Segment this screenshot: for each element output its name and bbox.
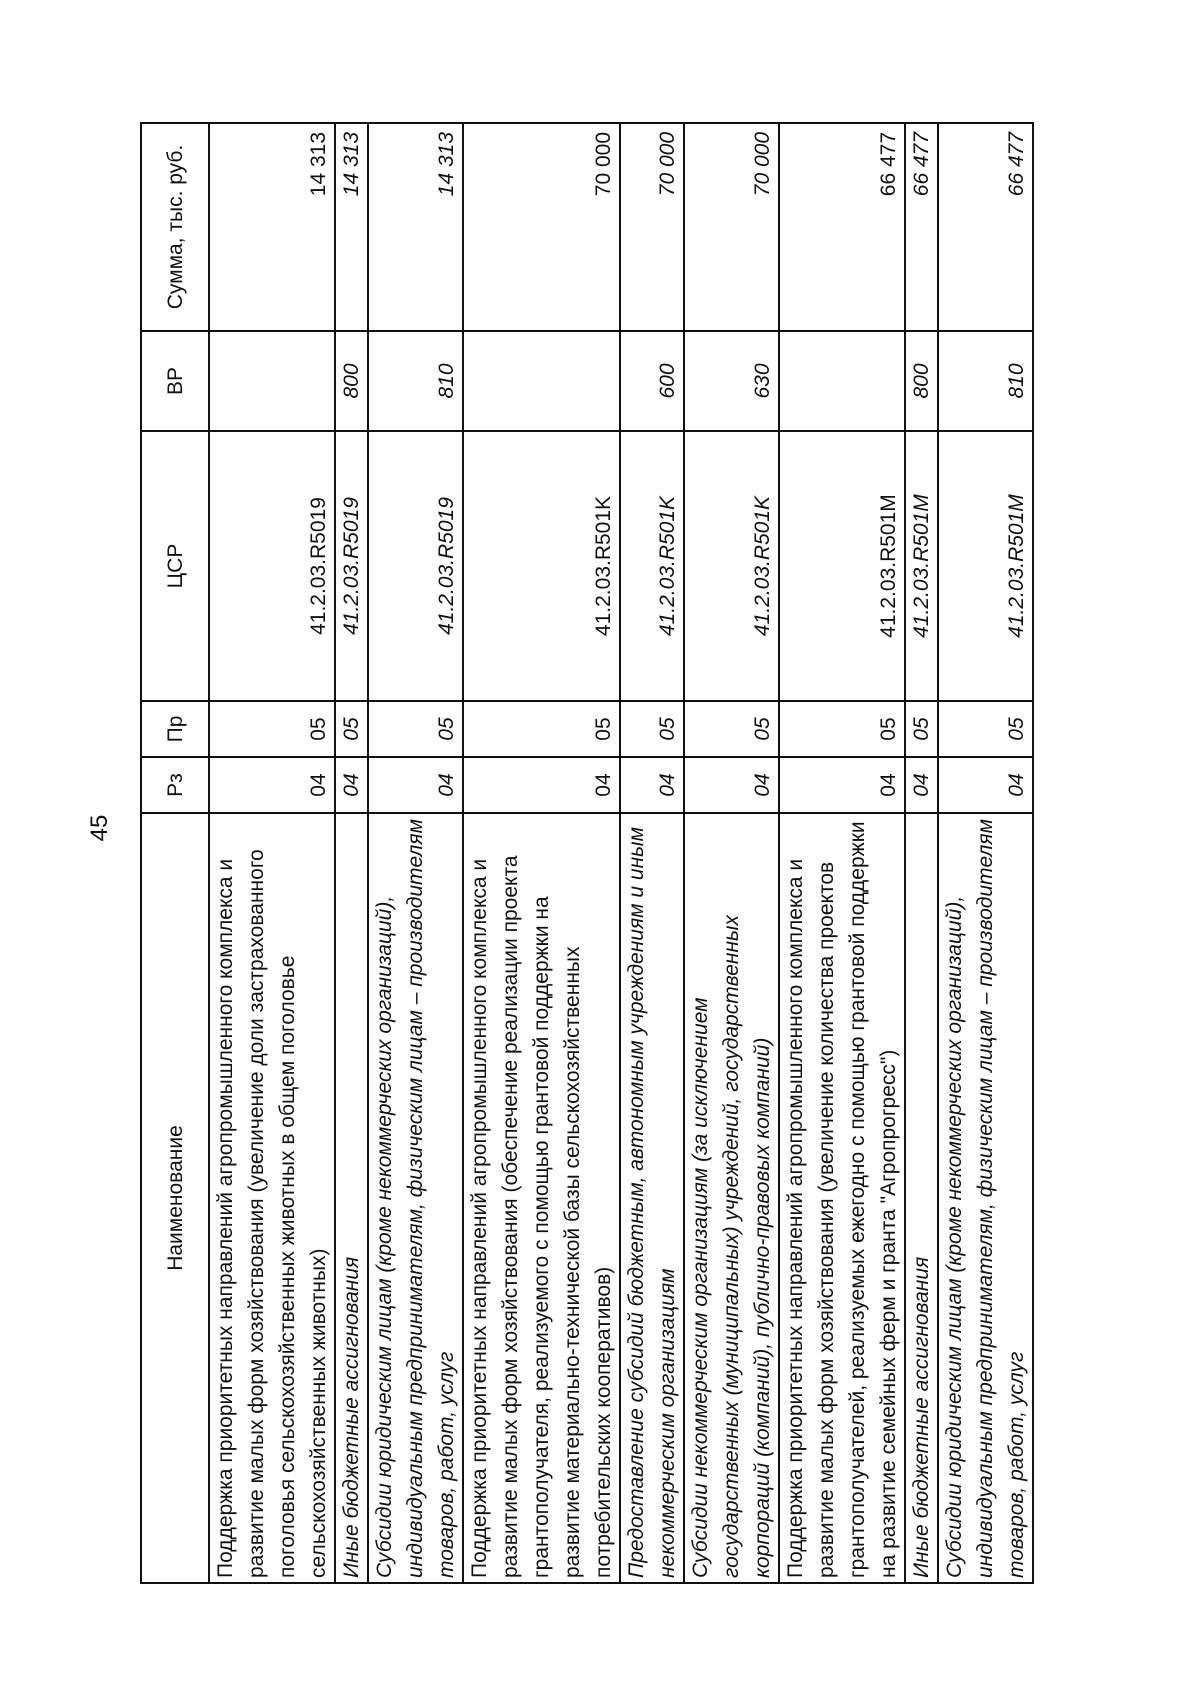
- cell-vr: 600: [620, 331, 684, 431]
- cell-vr: 800: [905, 331, 938, 431]
- cell-name: Поддержка приоритетных направлений агропромышленного комплекса и развитие малых форм хозяйствования (обеспечение реализации проекта грантополучателя, реализуемого с помощью грантовой поддержки на развитие материально-технической базы сельскохозяйственных потребительских кооперативов): [463, 813, 620, 1583]
- cell-pr: 05: [938, 701, 1033, 757]
- cell-name: Субсидии юридическим лицам (кроме некоммерческих организаций), индивидуальным предпринимателям, физическим лицам – производителям товаров, работ, услуг: [938, 813, 1033, 1583]
- header-name: Наименование: [141, 813, 209, 1583]
- cell-name: Субсидии некоммерческим организациям (за исключением государственных (муниципальных) учреждений, государственных корпораций (компаний), публично-правовых компаний): [684, 813, 779, 1583]
- cell-name: Субсидии юридическим лицам (кроме некоммерческих организаций), индивидуальным предпринимателям, физическим лицам – производителям товаров, работ, услуг: [368, 813, 463, 1583]
- table-row: [905, 123, 938, 1583]
- table-row: [779, 123, 905, 1583]
- table-row: [209, 123, 335, 1583]
- cell-sum: 14 313: [335, 123, 368, 331]
- cell-vr: [779, 331, 905, 431]
- cell-csr: 41.2.03.R501M: [779, 431, 905, 701]
- cell-sum: 14 313: [209, 123, 335, 331]
- cell-name: Иные бюджетные ассигнования: [335, 813, 368, 1583]
- cell-name: Поддержка приоритетных направлений агропромышленного комплекса и развитие малых форм хозяйствования (увеличение доли застрахованного поголовья сельскохозяйственных животных в общем поголовье сельскохозяйственных животных): [209, 813, 335, 1583]
- cell-pr: 05: [779, 701, 905, 757]
- table-row: [938, 123, 1033, 1583]
- cell-vr: 800: [335, 331, 368, 431]
- cell-csr: 41.2.03.R501K: [684, 431, 779, 701]
- cell-csr: 41.2.03.R501M: [938, 431, 1033, 701]
- page-number: 45: [86, 814, 113, 842]
- cell-rz: 04: [938, 757, 1033, 813]
- rotated-table-container: [140, 124, 1028, 1584]
- header-row: [141, 123, 209, 1583]
- cell-vr: 630: [684, 331, 779, 431]
- cell-pr: 05: [905, 701, 938, 757]
- table-row: [684, 123, 779, 1583]
- cell-sum: 70 000: [620, 123, 684, 331]
- header-pr: Пр: [141, 701, 209, 757]
- cell-name: Предоставление субсидий бюджетным, автономным учреждениям и иным некоммерческим организациям: [620, 813, 684, 1583]
- cell-csr: 41.2.03.R501K: [620, 431, 684, 701]
- cell-pr: 05: [209, 701, 335, 757]
- cell-sum: 66 477: [905, 123, 938, 331]
- cell-sum: 66 477: [779, 123, 905, 331]
- budget-table: [140, 122, 1034, 1584]
- table-row: [368, 123, 463, 1583]
- cell-rz: 04: [779, 757, 905, 813]
- cell-vr: [209, 331, 335, 431]
- cell-rz: 04: [905, 757, 938, 813]
- cell-vr: [463, 331, 620, 431]
- cell-rz: 04: [463, 757, 620, 813]
- header-rz: Рз: [141, 757, 209, 813]
- cell-pr: 05: [463, 701, 620, 757]
- header-csr: ЦСР: [141, 431, 209, 701]
- cell-sum: 70 000: [684, 123, 779, 331]
- cell-vr: 810: [368, 331, 463, 431]
- cell-rz: 04: [620, 757, 684, 813]
- cell-sum: 14 313: [368, 123, 463, 331]
- cell-pr: 05: [368, 701, 463, 757]
- cell-rz: 04: [335, 757, 368, 813]
- cell-name: Иные бюджетные ассигнования: [905, 813, 938, 1583]
- cell-pr: 05: [684, 701, 779, 757]
- cell-csr: 41.2.03.R501K: [463, 431, 620, 701]
- cell-csr: 41.2.03.R5019: [209, 431, 335, 701]
- cell-rz: 04: [684, 757, 779, 813]
- header-vr: ВР: [141, 331, 209, 431]
- table-row: [620, 123, 684, 1583]
- cell-csr: 41.2.03.R5019: [335, 431, 368, 701]
- header-sum: Сумма, тыс. руб.: [141, 123, 209, 331]
- table-row: [463, 123, 620, 1583]
- cell-rz: 04: [209, 757, 335, 813]
- cell-pr: 05: [620, 701, 684, 757]
- cell-vr: 810: [938, 331, 1033, 431]
- cell-pr: 05: [335, 701, 368, 757]
- cell-sum: 70 000: [463, 123, 620, 331]
- cell-name: Поддержка приоритетных направлений агропромышленного комплекса и развитие малых форм хозяйствования (увеличение количества проектов грантополучателей, реализуемых ежегодно с помощью грантовой поддержки на развитие семейных ферм и гранта "Агропрогресс"): [779, 813, 905, 1583]
- table-row: [335, 123, 368, 1583]
- cell-csr: 41.2.03.R501M: [905, 431, 938, 701]
- cell-csr: 41.2.03.R5019: [368, 431, 463, 701]
- cell-sum: 66 477: [938, 123, 1033, 331]
- cell-rz: 04: [368, 757, 463, 813]
